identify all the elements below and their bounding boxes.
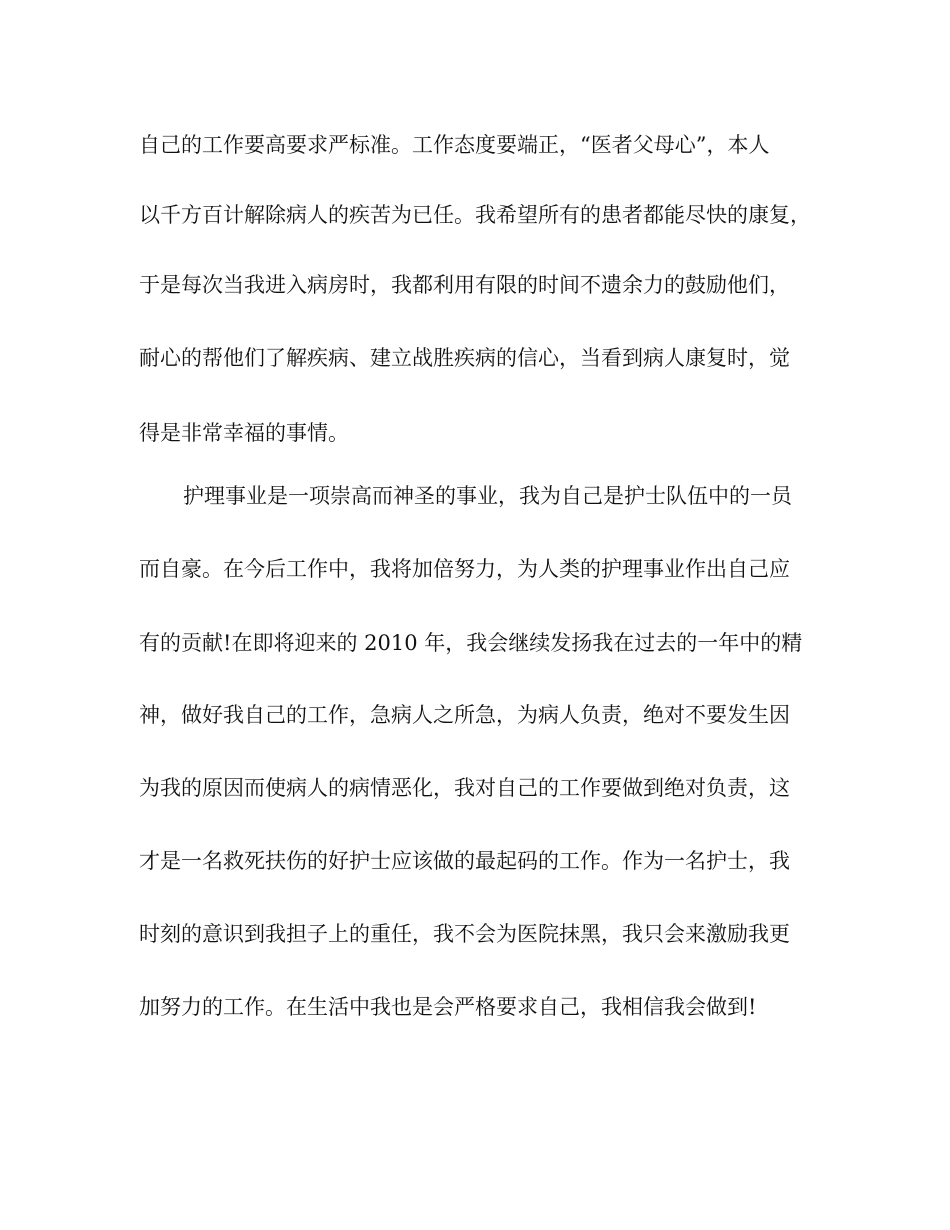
text-line-2: 以千方百计解除病人的疾苦为已任。我希望所有的患者都能尽快的康复， xyxy=(139,203,811,227)
text-line-5: 得是非常幸福的事情。 xyxy=(139,421,349,445)
text-line-4: 耐心的帮他们了解疾病、建立战胜疾病的信心，当看到病人康复时，觉 xyxy=(139,346,790,370)
text-line-11: 才是一名救死扶伤的好护士应该做的最起码的工作。作为一名护士，我 xyxy=(139,849,790,873)
text-line-9: 神，做好我自己的工作，急病人之所急，为病人负责，绝对不要发生因 xyxy=(139,703,790,727)
text-line-10: 为我的原因而使病人的病情恶化，我对自己的工作要做到绝对负责，这 xyxy=(139,776,790,800)
text-line-13: 加努力的工作。在生活中我也是会严格要求自己，我相信我会做到! xyxy=(139,995,757,1019)
text-line-8: 有的贡献!在即将迎来的 2010 年，我会继续发扬我在过去的一年中的精 xyxy=(139,631,803,655)
text-line-3: 于是每次当我进入病房时，我都利用有限的时间不遗余力的鼓励他们， xyxy=(139,273,790,297)
text-line-6: 护理事业是一项崇高而神圣的事业，我为自己是护士队伍中的一员 xyxy=(183,484,792,508)
text-line-7: 而自豪。在今后工作中，我将加倍努力，为人类的护理事业作出自己应 xyxy=(139,557,790,581)
text-line-12: 时刻的意识到我担子上的重任，我不会为医院抹黑，我只会来激励我更 xyxy=(139,922,790,946)
text-line-1: 自己的工作要高要求严标准。工作态度要端正，“医者父母心”，本人 xyxy=(139,133,770,157)
